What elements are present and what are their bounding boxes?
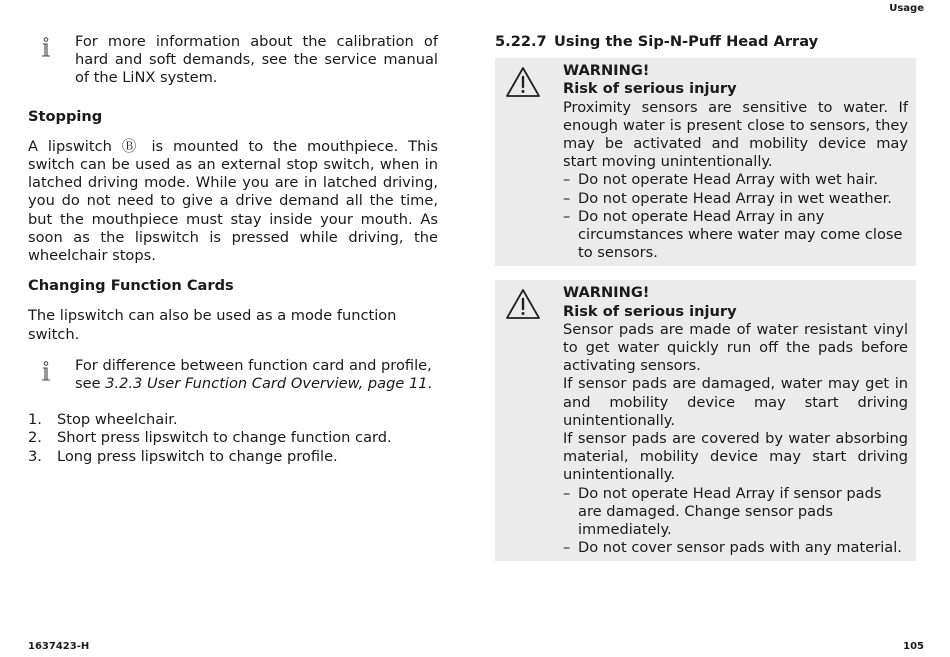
document-number: 1637423-H (28, 641, 90, 652)
info-note-calibration (28, 33, 438, 88)
changing-paragraph: The lipswitch can also be used as a mode function switch. (28, 307, 397, 343)
warning-text: If sensor pads are covered by water absorbing material, mobility device may start driving unintentionally. (563, 430, 908, 484)
warning-triangle-icon (505, 62, 563, 262)
info-note-function-card (28, 357, 446, 393)
cross-reference-link[interactable]: 3.2.3 User Function Card Overview, page 11 (105, 375, 428, 393)
right-column (495, 33, 916, 561)
warning-bullets (563, 485, 908, 558)
warning-label: WARNING! (563, 284, 650, 302)
info-note-text (75, 357, 446, 393)
warning-label: WARNING! (563, 62, 650, 80)
list-item: – Do not operate Head Array with wet hair. (563, 171, 878, 189)
list-item: – Do not operate Head Array if sensor pads are damaged. Change sensor pads immediately. (563, 484, 882, 539)
warning-box-sensor-pads (495, 280, 916, 561)
list-item: – Do not cover sensor pads with any material. (563, 539, 902, 557)
warning-body (563, 62, 908, 262)
list-item: 3. Long press lipswitch to change profile. (28, 447, 338, 465)
page-number: 105 (903, 641, 924, 652)
warning-triangle-icon (505, 284, 563, 557)
section-title: Using the Sip-N-Puff Head Array (554, 33, 819, 50)
section-heading (495, 33, 916, 51)
warning-risk: Risk of serious injury (563, 302, 737, 320)
stopping-paragraph: A lipswitch Ⓑ is mounted to the mouthpiece. This switch can be used as an external stop switch, when in latched driving mode. While you are in latched driving, you do not need to give a drive demand all the time, but the mouthpiece must stay inside your mouth. As soon as the lipswitch is pressed while driving, the wheelchair stops. (28, 137, 438, 265)
info-note-text: For more information about the calibration of hard and soft demands, see the service manual of the LiNX system. (75, 33, 438, 87)
changing-function-cards-heading: Changing Function Cards (28, 277, 234, 295)
note-prefix: For difference between function card and profile, see (75, 356, 432, 393)
warning-risk: Risk of serious injury (563, 80, 737, 98)
stopping-heading: Stopping (28, 107, 103, 125)
section-number: 5.22.7 (495, 33, 547, 50)
steps-list (28, 411, 438, 466)
warning-text: Sensor pads are made of water resistant vinyl to get water quickly run off the pads before activating sensors. (563, 320, 908, 375)
warning-bullets (563, 171, 908, 262)
info-icon (28, 33, 75, 64)
list-item: – Do not operate Head Array in wet weather. (563, 189, 892, 207)
list-item: 1. Stop wheelchair. (28, 411, 178, 429)
running-header: Usage (889, 3, 924, 14)
list-item: 2. Short press lipswitch to change function card. (28, 429, 392, 447)
list-item: – Do not operate Head Array in any circumstances where water may come close to sensors. (563, 207, 903, 262)
warning-text: If sensor pads are damaged, water may get in and mobility device may start driving unintentionally. (563, 375, 908, 429)
info-icon (28, 357, 75, 388)
left-column (28, 33, 438, 466)
note-suffix: . (427, 375, 433, 393)
warning-box-water-sensitivity (495, 58, 916, 266)
warning-body (563, 284, 908, 557)
warning-text: Proximity sensors are sensitive to water. If enough water is present close to sensors, they may be activated and mobility device may start moving unintentionally. (563, 98, 908, 171)
